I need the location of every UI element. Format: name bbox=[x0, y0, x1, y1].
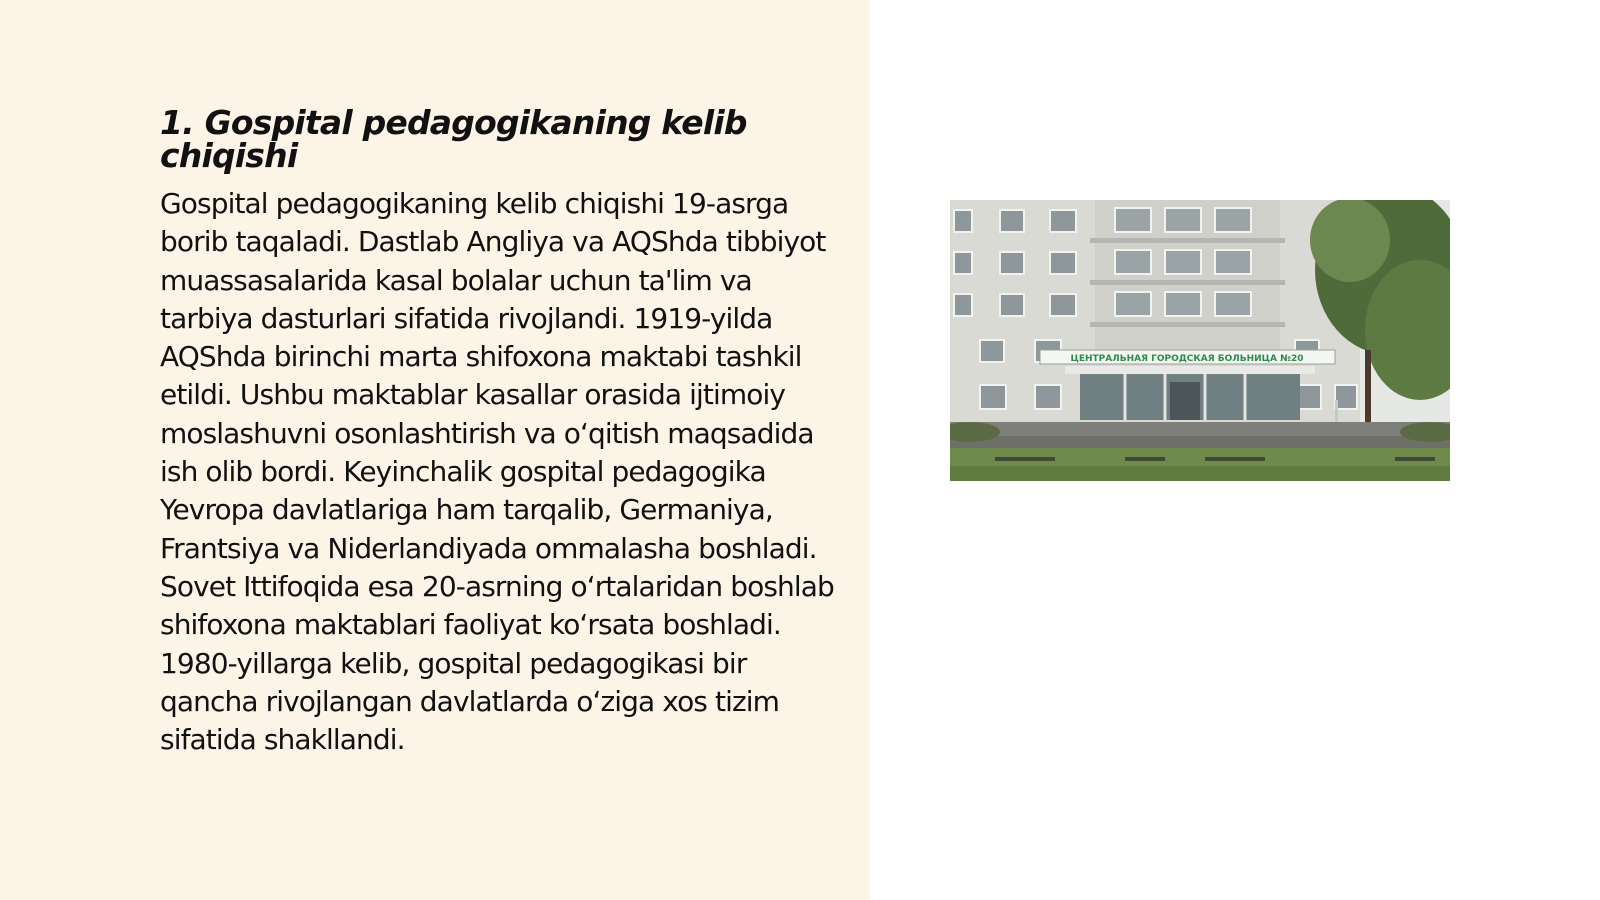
slide-body-text: Gospital pedagogikaning kelib chiqishi 19-asrga borib taqaladi. Dastlab Angliya va AQShda tibbiyot muassasalarida kasal bolalar uchun ta'lim va tarbiya dasturlari sifatida rivojlandi. 1919-yilda AQShda birinchi marta shifoxona maktabi tashkil etildi. Ushbu maktablar kasallar orasida ijtimoiy moslashuvni osonlashtirish va oʻqitish maqsadida ish olib bordi. Keyinchalik gospital pedagogika Yevropa davlatlariga ham tarqalib, Germaniya, Frantsiya va Niderlandiyada ommalasha boshladi. Sovet Ittifoqida esa 20-asrning oʻrtalaridan boshlab shifoxona maktablari faoliyat koʻrsata boshladi. 1980-yillarga kelib, gospital pedagogikasi bir qancha rivojlangan davlatlarda oʻziga xos tizim sifatida shakllandi. bbox=[160, 187, 834, 757]
hospital-building-photo bbox=[950, 200, 1450, 481]
building-sign: ЦЕНТРАЛЬНАЯ ГОРОДСКАЯ БОЛЬНИЦА №20 bbox=[1070, 354, 1304, 364]
hospital-building-illustration bbox=[950, 200, 1450, 481]
slide-title: 1. Gospital pedagogikaning kelib chiqishi bbox=[160, 103, 747, 175]
